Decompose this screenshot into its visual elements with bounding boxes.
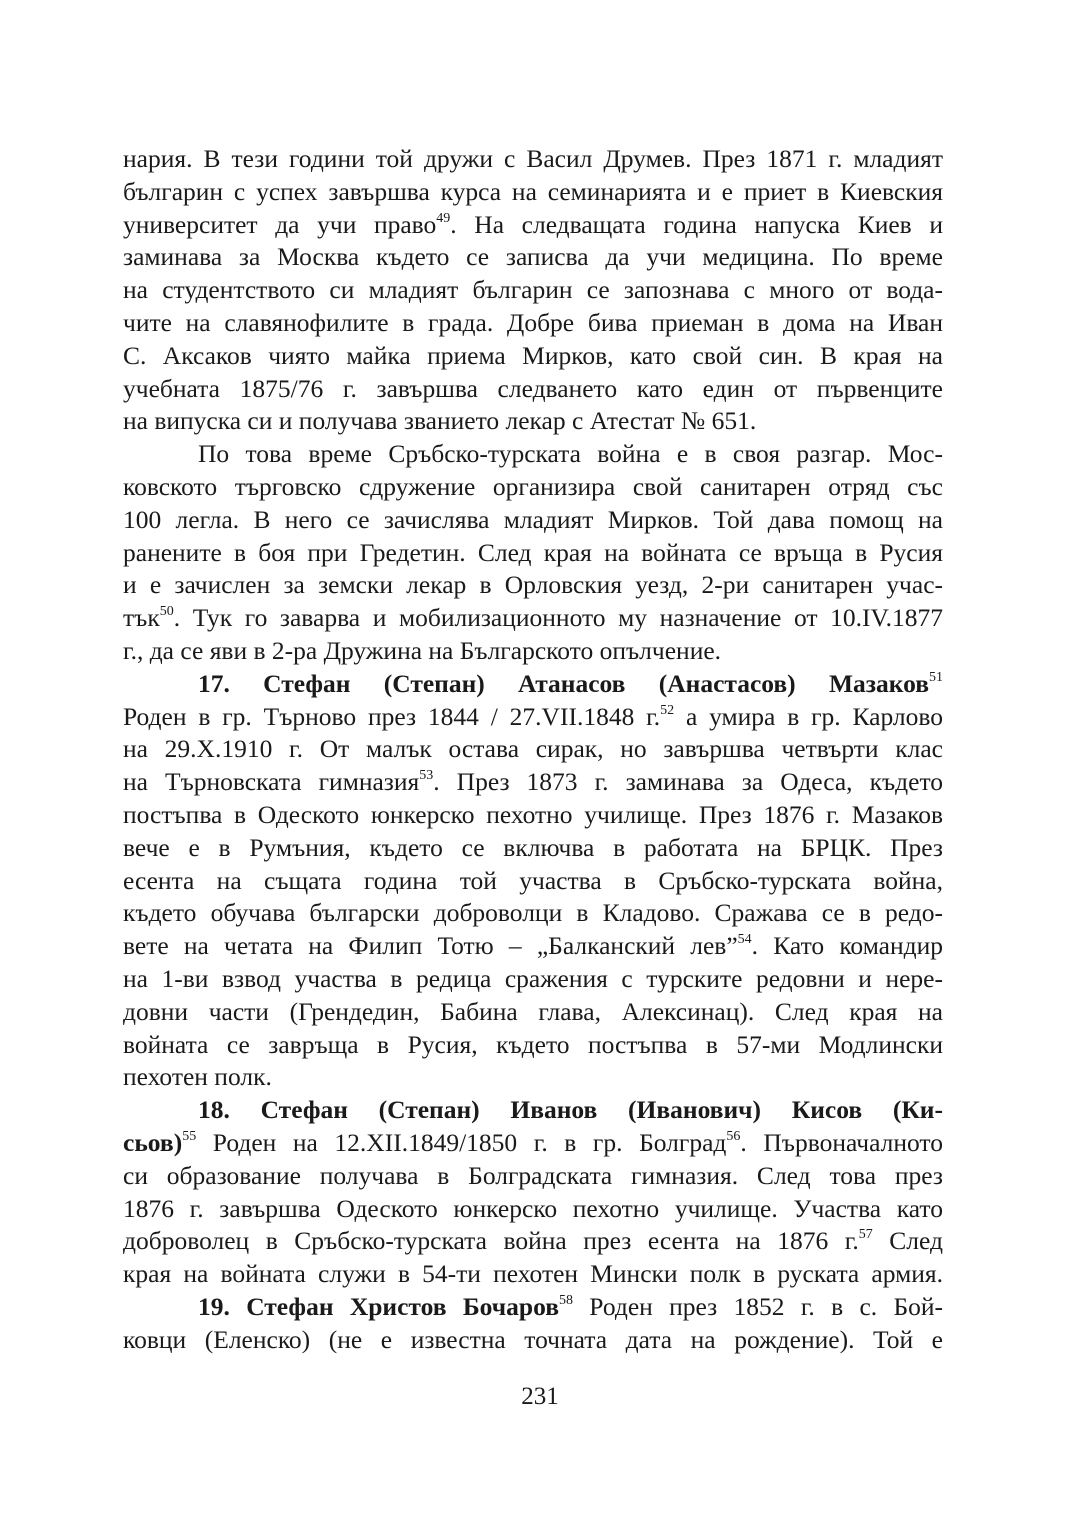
- text-line: чите на славянофилите в града. Добре бива приеман в дома на Иван: [123, 307, 943, 337]
- text-line: вече е в Румъния, където се включва в работата на БРЦК. През: [123, 832, 943, 862]
- text-line: войната се завръща в Русия, където постъпва в 57-ми Модлински: [123, 1029, 943, 1059]
- text-line: 100 легла. В него се зачислява младият Мирков. Той дава помощ на: [123, 504, 943, 534]
- footnote-ref: 49: [436, 210, 451, 226]
- text-line: си образование получава в Болградската гимназия. След това през: [123, 1160, 943, 1190]
- text-line: българин с успех завършва курса на семинарията и е приет в Киевския: [123, 176, 943, 206]
- text-line: ранените в боя при Гредетин. След края на войната се връща в Русия: [123, 537, 943, 567]
- text-line: Роден в гр. Търново през 1844 / 27.VII.1848 г.$^{52}$ а умира в гр. Карлово: [123, 701, 943, 731]
- text-line: на випуска си и получава званието лекар с Атестат № 651.: [123, 406, 757, 436]
- footnote-ref: 50: [159, 604, 174, 620]
- text-line: заминава за Москва където се записва да учи медицина. По време: [123, 242, 943, 272]
- entry-heading: 19. Стефан Христов Бочаров$^{58}$ Роден през 1852 г. в с. Бой-: [198, 1291, 943, 1321]
- footnote-ref: 54: [737, 932, 752, 948]
- text-line: ковци (Еленско) (не е известна точната дата на рождение). Той е: [123, 1324, 943, 1354]
- text-line: на 1-ви взвод участва в редица сражения с турските редовни и нере-: [123, 963, 943, 993]
- entry-heading: 17. Стефан (Степан) Атанасов (Анастасов) Мазаков$^{51}$: [198, 668, 943, 698]
- footnote-ref: 51: [929, 669, 943, 685]
- body-text: [123, 143, 943, 1356]
- text-line: на Търновската гимназия$^{53}$. През 1873 г. заминава за Одеса, където: [123, 767, 943, 797]
- text-line: тък$^{50}$. Тук го заварва и мобилизационното му назначение от 10.IV.1877: [123, 603, 943, 633]
- footnote-ref: 55: [182, 1128, 197, 1144]
- footnote-ref: 52: [660, 702, 675, 718]
- text-line: довни части (Грендедин, Бабина глава, Алексинац). След края на: [123, 996, 943, 1026]
- text-line: нария. В тези години той дружи с Васил Друмев. През 1871 г. младият: [123, 144, 943, 173]
- text-line: есента на същата година той участва в Сръбско-турската война,: [123, 865, 943, 895]
- text-line: С. Аксаков чиято майка приема Мирков, като свой син. В края на: [123, 340, 943, 370]
- text-line: на студентството си младият българин се запознава с много от вода-: [123, 275, 943, 305]
- text-line: сьов)$^{55}$ Роден на 12.XII.1849/1850 г. в гр. Болград$^{56}$. Първоначалното: [123, 1127, 943, 1157]
- footnote-ref: 58: [558, 1292, 573, 1308]
- text-line: ковското търговско сдружение организира свой санитарен отряд със: [123, 471, 943, 501]
- text-line: и е зачислен за земски лекар в Орловския уезд, 2-ри санитарен учас-: [123, 570, 943, 600]
- text-line: По това време Сръбско-турската война е в своя разгар. Мос-: [198, 439, 943, 469]
- text-line: на 29.X.1910 г. От малък остава сирак, но завършва четвърти клас: [123, 734, 943, 764]
- text-line: г., да се яви в 2-ра Дружина на Българското опълчение.: [123, 635, 722, 665]
- text-line: вете на четата на Филип Тотю – „Балканский лев”$^{54}$. Като командир: [123, 931, 943, 961]
- text-line: където обучава български доброволци в Кладово. Сражава се в редо-: [123, 898, 943, 928]
- text-line: постъпва в Одеското юнкерско пехотно училище. През 1876 г. Мазаков: [123, 799, 943, 829]
- footnote-ref: 53: [419, 768, 434, 784]
- text-line: доброволец в Сръбско-турската война през есента на 1876 г.$^{57}$ След: [123, 1226, 943, 1256]
- text-line: пехотен полк.: [123, 1062, 272, 1092]
- page-number: 231: [521, 1383, 559, 1410]
- text-line: университет да учи право$^{49}$. На следващата година напуска Киев и: [123, 209, 943, 239]
- footnote-ref: 56: [726, 1128, 741, 1144]
- text-line: края на войната служи в 54-ти пехотен Мински полк в руската армия.: [123, 1259, 943, 1289]
- entry-heading: 18. Стефан (Степан) Иванов (Иванович) Кисов (Ки-: [198, 1095, 943, 1125]
- footnote-ref: 57: [858, 1227, 873, 1243]
- text-line: учебната 1875/76 г. завършва следването като един от първенците: [123, 373, 943, 403]
- text-line: 1876 г. завършва Одеското юнкерско пехотно училище. Участва като: [123, 1193, 943, 1223]
